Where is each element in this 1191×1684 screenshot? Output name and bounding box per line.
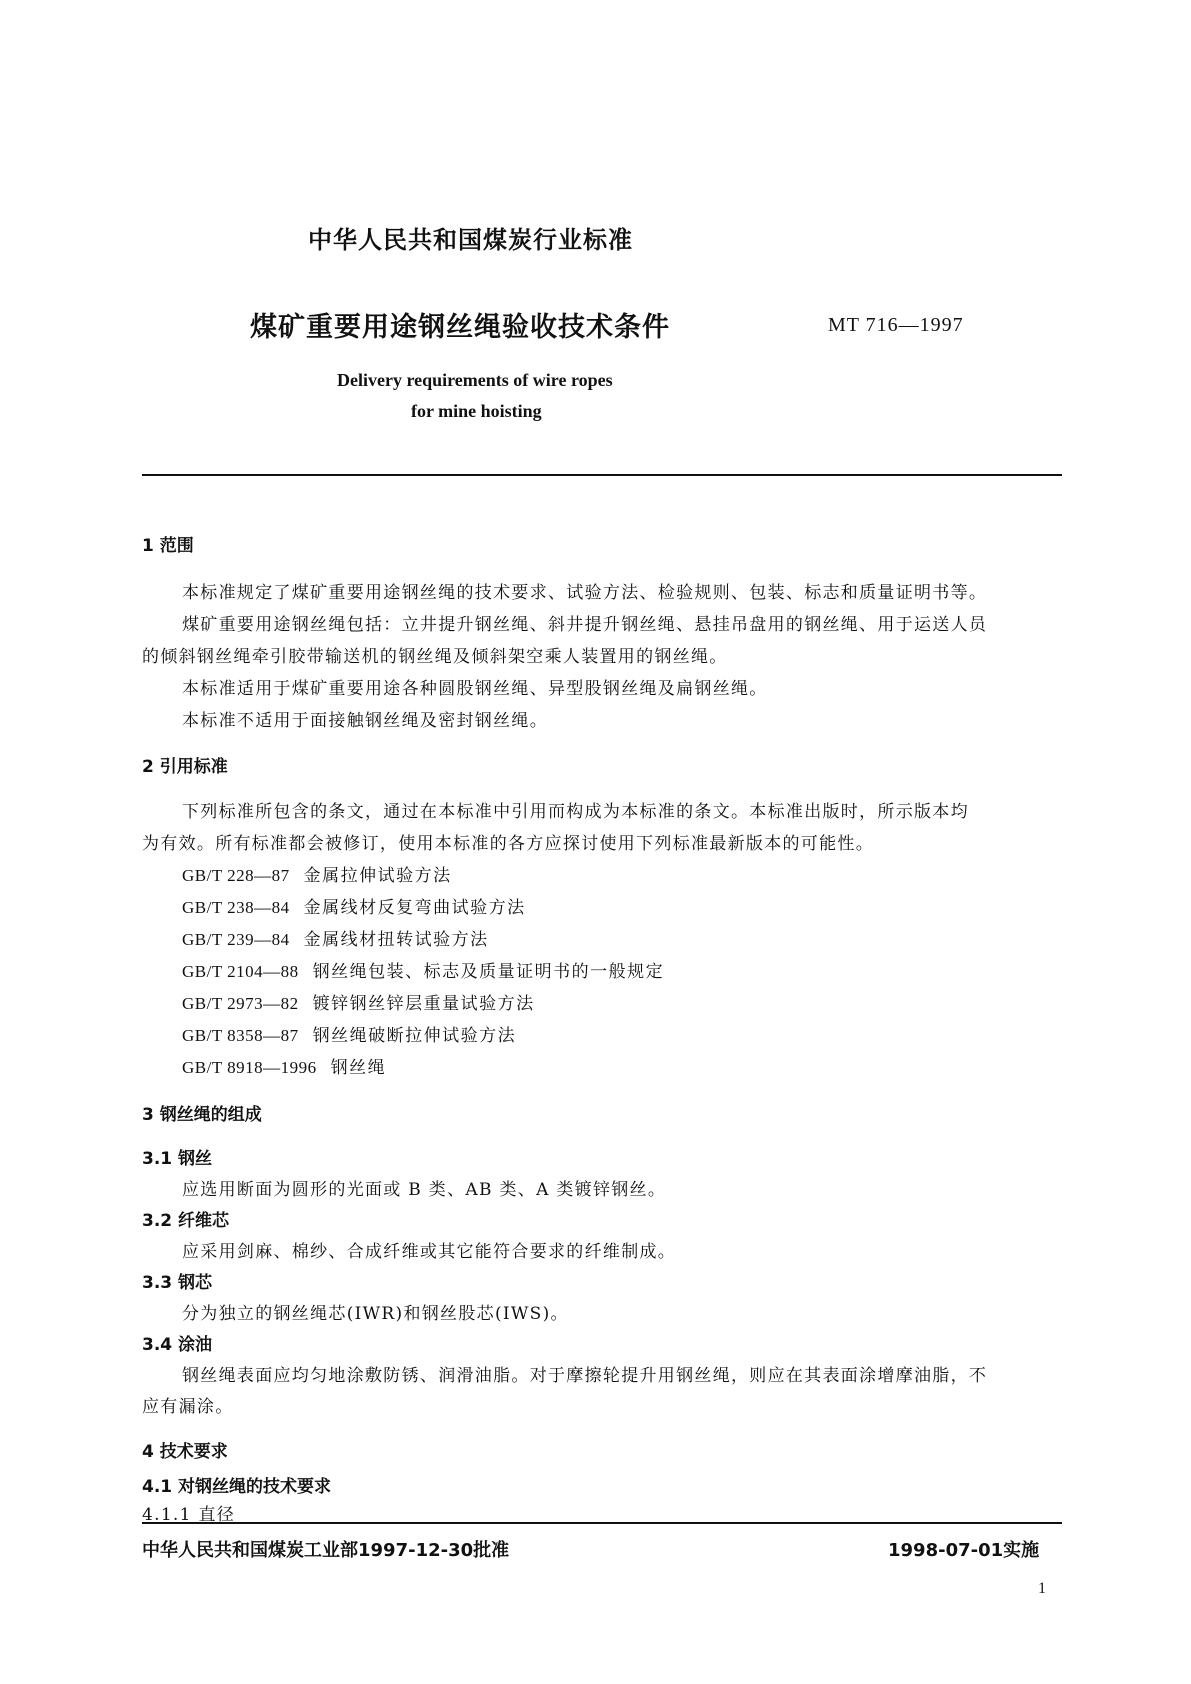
effective-date: 1998-07-01实施 <box>888 1540 1040 1561</box>
english-title-line1: Delivery requirements of wire ropes <box>337 370 613 390</box>
section3-2-heading: 3.2 纤维芯 <box>142 1211 230 1231</box>
english-title-line2: for mine hoisting <box>411 401 542 421</box>
section1-paragraph4: 本标准不适用于面接触钢丝绳及密封钢丝绳。 <box>182 711 548 731</box>
footer-divider <box>142 1522 1062 1524</box>
section3-heading: 3 钢丝绳的组成 <box>142 1105 262 1125</box>
reference-item <box>182 925 489 950</box>
section2-heading: 2 引用标准 <box>142 757 228 777</box>
reference-code: GB/T 2104—88 <box>182 962 299 981</box>
approval-line: 中华人民共和国煤炭工业部1997-12-30批准 <box>142 1540 510 1561</box>
reference-name: 钢丝绳包装、标志及质量证明书的一般规定 <box>312 962 665 982</box>
reference-code: GB/T 2973—82 <box>182 994 299 1013</box>
section3-4-text-line1: 钢丝绳表面应均匀地涂敷防锈、润滑油脂。对于摩擦轮提升用钢丝绳，则应在其表面涂增摩油脂，不 <box>182 1366 988 1386</box>
reference-name: 金属拉伸试验方法 <box>303 866 452 886</box>
section1-paragraph3: 本标准适用于煤矿重要用途各种圆股钢丝绳、异型股钢丝绳及扁钢丝绳。 <box>182 679 768 699</box>
reference-item <box>182 957 664 982</box>
reference-code: GB/T 239—84 <box>182 930 290 949</box>
reference-code: GB/T 238—84 <box>182 898 290 917</box>
org-title: 中华人民共和国煤炭行业标准 <box>308 226 633 254</box>
section3-4-heading: 3.4 涂油 <box>142 1335 213 1355</box>
section4-heading: 4 技术要求 <box>142 1442 228 1462</box>
reference-name: 镀锌钢丝锌层重量试验方法 <box>312 994 535 1014</box>
page-number: 1 <box>1038 1580 1046 1597</box>
reference-item <box>182 893 526 918</box>
section4-1-heading: 4.1 对钢丝绳的技术要求 <box>142 1477 332 1497</box>
section1-paragraph2-line2: 的倾斜钢丝绳牵引胶带输送机的钢丝绳及倾斜架空乘人装置用的钢丝绳。 <box>142 647 728 667</box>
reference-name: 金属线材反复弯曲试验方法 <box>303 898 526 918</box>
section3-2-text: 应采用剑麻、棉纱、合成纤维或其它能符合要求的纤维制成。 <box>182 1242 677 1262</box>
section1-paragraph2-line1: 煤矿重要用途钢丝绳包括：立井提升钢丝绳、斜井提升钢丝绳、悬挂吊盘用的钢丝绳、用于运送人员 <box>182 615 988 635</box>
reference-name: 钢丝绳 <box>330 1058 387 1078</box>
reference-name: 金属线材扭转试验方法 <box>303 930 489 950</box>
header-divider <box>142 474 1062 476</box>
section1-heading: 1 范围 <box>142 536 194 556</box>
section3-1-heading: 3.1 钢丝 <box>142 1149 213 1169</box>
reference-item <box>182 861 452 886</box>
reference-name: 钢丝绳破断拉伸试验方法 <box>312 1026 517 1046</box>
reference-item <box>182 989 535 1014</box>
section2-paragraph-line1: 下列标准所包含的条文，通过在本标准中引用而构成为本标准的条文。本标准出版时，所示版本均 <box>182 802 969 822</box>
section1-paragraph1: 本标准规定了煤矿重要用途钢丝绳的技术要求、试验方法、检验规则、包装、标志和质量证明书等。 <box>182 583 988 603</box>
section2-paragraph-line2: 为有效。所有标准都会被修订，使用本标准的各方应探讨使用下列标准最新版本的可能性。 <box>142 834 874 854</box>
reference-item <box>182 1053 386 1078</box>
section3-1-text: 应选用断面为圆形的光面或 B 类、AB 类、A 类镀锌钢丝。 <box>182 1180 667 1200</box>
reference-code: GB/T 228—87 <box>182 866 290 885</box>
reference-code: GB/T 8358—87 <box>182 1026 299 1045</box>
document-title: 煤矿重要用途钢丝绳验收技术条件 <box>250 312 670 343</box>
section4-1-1-heading: 4.1.1 直径 <box>142 1505 236 1525</box>
section3-3-text: 分为独立的钢丝绳芯(IWR)和钢丝股芯(IWS)。 <box>182 1304 569 1324</box>
reference-item <box>182 1021 516 1046</box>
section3-4-text-line2: 应有漏涂。 <box>142 1397 234 1417</box>
standard-number: MT 716—1997 <box>828 314 964 336</box>
reference-code: GB/T 8918—1996 <box>182 1058 317 1077</box>
section3-3-heading: 3.3 钢芯 <box>142 1273 213 1293</box>
